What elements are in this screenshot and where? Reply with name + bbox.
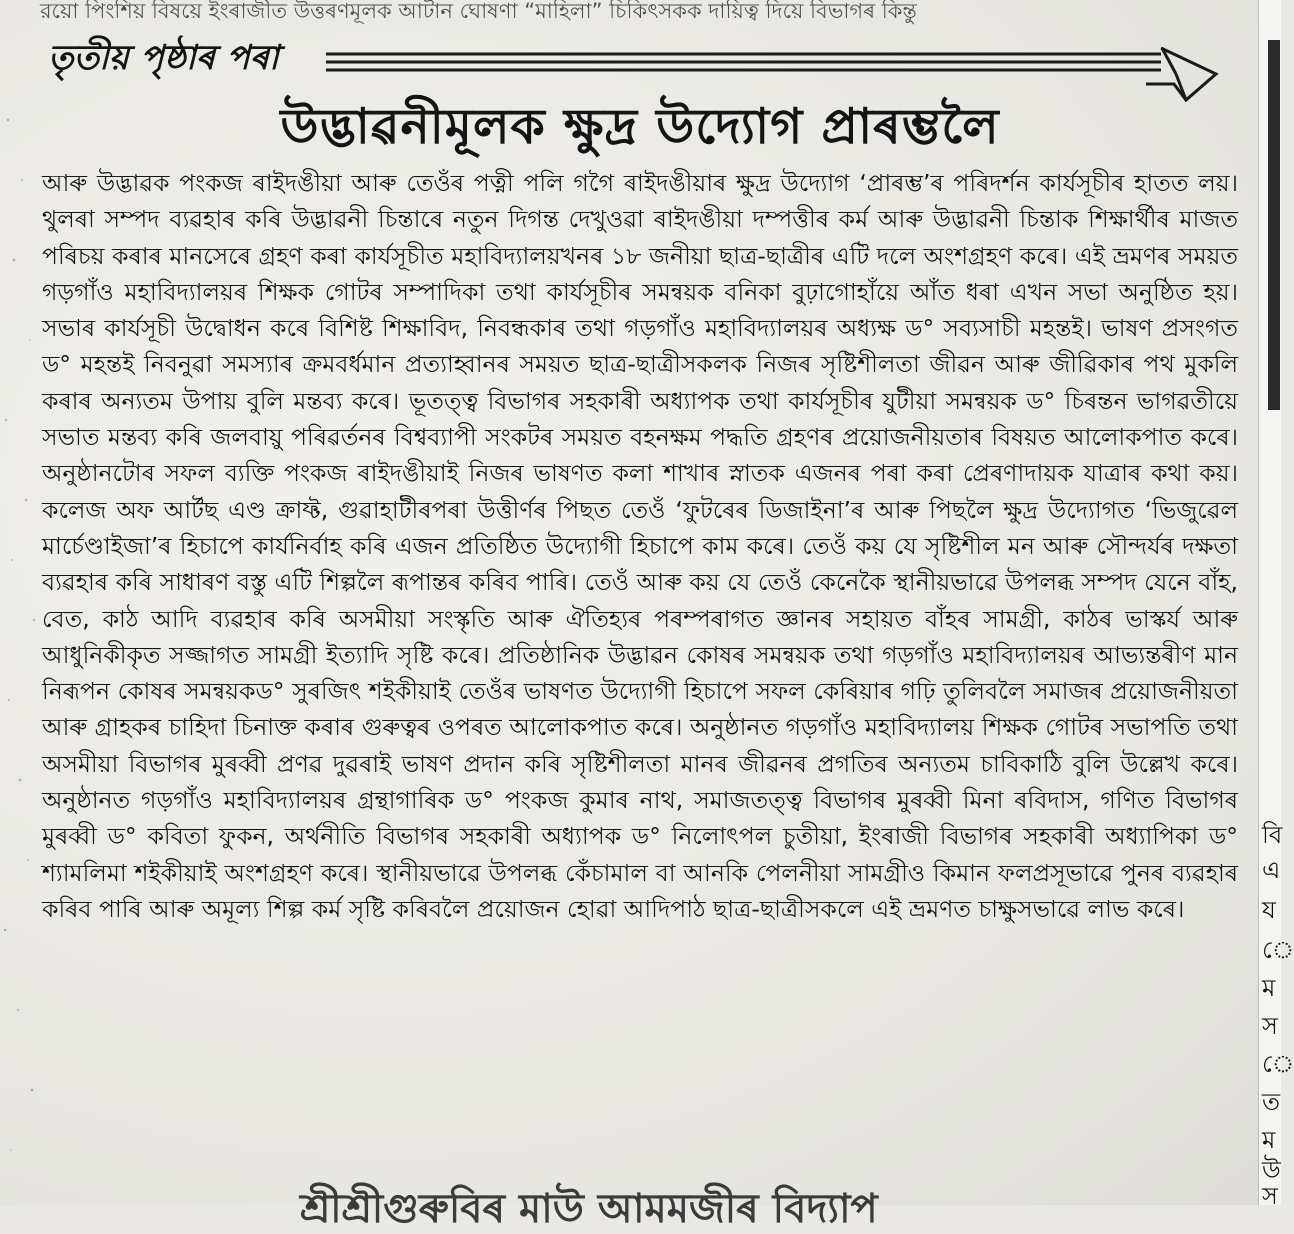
adjacent-column-fragment: বি [1262,821,1283,849]
adjacent-column-fragment: স [1262,1012,1278,1040]
adjacent-page-shadow [1268,40,1280,410]
adjacent-column-fragment: এ [1262,856,1281,884]
continued-from-label: তৃতীয় পৃষ্ঠাৰ পৰা [48,38,279,78]
next-article-heading: শ্ৰীশ্ৰীগুৰুবিৰ মাউ আমমজীৰ বিদ্যাপ [300,1186,878,1232]
adjacent-column-fragment: ত [1262,1088,1281,1116]
adjacent-column-fragment: উ [1262,1156,1281,1184]
adjacent-column-fragment: স [1262,1182,1278,1210]
headline: উদ্ভাৱনীমূলক ক্ষুদ্ৰ উদ্যোগ প্ৰাৰম্ভলৈ [280,98,1000,155]
article-body: আৰু উদ্ভাৱক পংকজ ৰাইদঙীয়া আৰু তেওঁৰ পত্নী পলি গগৈ ৰাইদঙীয়াৰ ক্ষুদ্ৰ উদ্যোগ ‘প্ৰাৰম্ভ’ৰ পৰিদৰ্শন কাৰ্যসূচীৰ হাতত লয়। থুলৰা সম্পদ ব্যৱহাৰ কৰি উদ্ভাৱনী চিন্তাৰে নতুন দিগন্ত দেখুওৱা ৰাইদঙীয়া দম্পত্তীৰ কৰ্ম আৰু উদ্ভাৱনী চিন্তাক শিক্ষাৰ্থীৰ মাজত পৰিচয় কৰাৰ মানসেৰে গ্ৰহণ কৰা কাৰ্যসূচীত মহাবিদ্যালয়খনৰ ১৮ জনীয়া ছাত্ৰ-ছাত্ৰীৰ এটি দলে অংশগ্ৰহণ কৰে। এই ভ্ৰমণৰ সময়ত গড়গাঁও মহাবিদ্যালয়ৰ শিক্ষক গোটৰ সম্পাদিকা তথা কাৰ্যসূচীৰ সমন্বয়ক বনিকা বুঢ়াগোহাঁয়ে আঁত ধৰা এখন সভা অনুষ্ঠিত হয়। সভাৰ কাৰ্যসূচী উদ্বোধন কৰে বিশিষ্ট শিক্ষাবিদ, নিবন্ধকাৰ তথা গড়গাঁও মহাবিদ্যালয়ৰ অধ্যক্ষ ড° সব্যসাচী মহন্তই। ভাষণ প্ৰসংগত ড° মহন্তই নিবনুৱা সমস্যাৰ ক্ৰমবৰ্ধমান প্ৰত্যাহ্বানৰ সময়ত ছাত্ৰ-ছাত্ৰীসকলক নিজৰ সৃষ্টিশীলতা জীৱন আৰু জীৱিকাৰ পথ মুকলি কৰাৰ অন্যতম উপায় বুলি মন্তব্য কৰে। ভূতত্ত্ব বিভাগৰ সহকাৰী অধ্যাপক তথা কাৰ্যসূচীৰ যুটীয়া সমন্বয়ক ড° চিৰন্তন ভাগৱতীয়ে সভাত মন্তব্য কৰি জলবায়ু পৰিৱৰ্তনৰ বিশ্বব্যাপী সংকটৰ সময়ত বহনক্ষম পদ্ধতি গ্ৰহণৰ প্ৰয়োজনীয়তাৰ বিষয়ত আলোকপাত কৰে। অনুষ্ঠানটোৰ সফল ব্যক্তি পংকজ ৰাইদঙীয়াই নিজৰ ভাষণত কলা শাখাৰ স্নাতক এজনৰ পৰা কৰা প্ৰেৰণাদায়ক যাত্ৰাৰ কথা কয়। কলেজ অফ আৰ্টছ এণ্ড ক্ৰাফ্ট, গুৱাহাটীৰপৰা উত্তীৰ্ণৰ পিছত তেওঁ ‘ফুটৰেৰ ডিজাইনা’ৰ আৰু পিছলৈ ক্ষুদ্ৰ উদ্যোগত ‘ভিজুৱেল মাৰ্চেণ্ডাইজা’ৰ হিচাপে কাৰ্যনিৰ্বাহ কৰি এজন প্ৰতিষ্ঠিত উদ্যোগী হিচাপে কাম কৰে। তেওঁ কয় যে সৃষ্টিশীল মন আৰু সৌন্দৰ্যৰ দক্ষতা ব্যৱহাৰ কৰি সাধাৰণ বস্তু এটি শিল্পলৈ ৰূপান্তৰ কৰিব পাৰি। তেওঁ আৰু কয় যে তেওঁ কেনেকৈ স্থানীয়ভাৱে উপলব্ধ সম্পদ যেনে বাঁহ, বেত, কাঠ আদি ব্যৱহাৰ কৰি অসমীয়া সংস্কৃতি আৰু ঐতিহ্যৰ পৰম্পৰাগত জ্ঞানৰ সহায়ত বাঁহৰ সামগ্ৰী, কাঠৰ ভাস্কৰ্য আৰু আধুনিকীকৃত সজ্জাগত সামগ্ৰী ইত্যাদি সৃষ্টি কৰে। প্ৰতিষ্ঠানিক উদ্ভাৱন কোষৰ সমন্বয়ক তথা গড়গাঁও মহাবিদ্যালয়ৰ আভ্যন্তৰীণ মান নিৰূপন কোষৰ সমন্বয়কড° সুৰজিৎ শইকীয়াই তেওঁৰ ভাষণত উদ্যোগী হিচাপে সফল কেৰিয়াৰ গঢ়ি তুলিবলৈ সমাজৰ প্ৰয়োজনীয়তা আৰু গ্ৰাহকৰ চাহিদা চিনাক্ত কৰাৰ গুৰুত্বৰ ওপৰত আলোকপাত কৰে। অনুষ্ঠানত গড়গাঁও মহাবিদ্যালয় শিক্ষক গোটৰ সভাপতি তথা অসমীয়া বিভাগৰ মুৰব্বী প্ৰণৱ দুৱৰাই ভাষণ প্ৰদান কৰি সৃষ্টিশীলতা মানৰ জীৱনৰ প্ৰগতিৰ অন্যতম চাবিকাঠি বুলি উল্লেখ কৰে। অনুষ্ঠানত গড়গাঁও মহাবিদ্যালয়ৰ গ্ৰন্থাগাৰিক ড° পংকজ কুমাৰ নাথ, সমাজতত্ত্ব বিভাগৰ মুৰব্বী মিনা ৰবিদাস, গণিত বিভাগৰ মুৰব্বী ড° কবিতা ফুকন, অৰ্থনীতি বিভাগৰ সহকাৰী অধ্যাপক ড° নিলোৎপল চুতীয়া, ইংৰাজী বিভাগৰ সহকাৰী অধ্যাপিকা ড° শ্যামলিমা শইকীয়াই অংশগ্ৰহণ কৰে। স্থানীয়ভাৱে উপলব্ধ কেঁচামাল বা আনকি পেলনীয়া সামগ্ৰীও কিমান ফলপ্ৰসূভাৱে পুনৰ ব্যৱহাৰ কৰিব পাৰি আৰু অমূল্য শিল্প কৰ্ম সৃষ্টি কৰিবলৈ প্ৰয়োজন হোৱা আদিপাঠ ছাত্ৰ-ছাত্ৰীসকলে এই ভ্ৰমণত চাক্ষুসভাৱে লাভ কৰে। [42,169,1238,923]
top-cut-off-line: রয়ো পিংশিয় বিষয়ে ইংৰাজীত উত্তৰণমূলক আটান ঘোষণা “মাহিলা” চিকিৎসকক দায়িত্ব দিয়ে বিভাগৰ কিন্তু [40,0,917,23]
adjacent-column-fragment: ম [1262,974,1276,1002]
adjacent-column-fragment: ে [1262,936,1294,964]
adjacent-column-fragment: ে [1262,1050,1294,1078]
adjacent-column-fragment: ম [1262,1126,1276,1154]
continuation-arrow [326,44,1226,104]
adjacent-column-fragment: য [1262,896,1276,924]
